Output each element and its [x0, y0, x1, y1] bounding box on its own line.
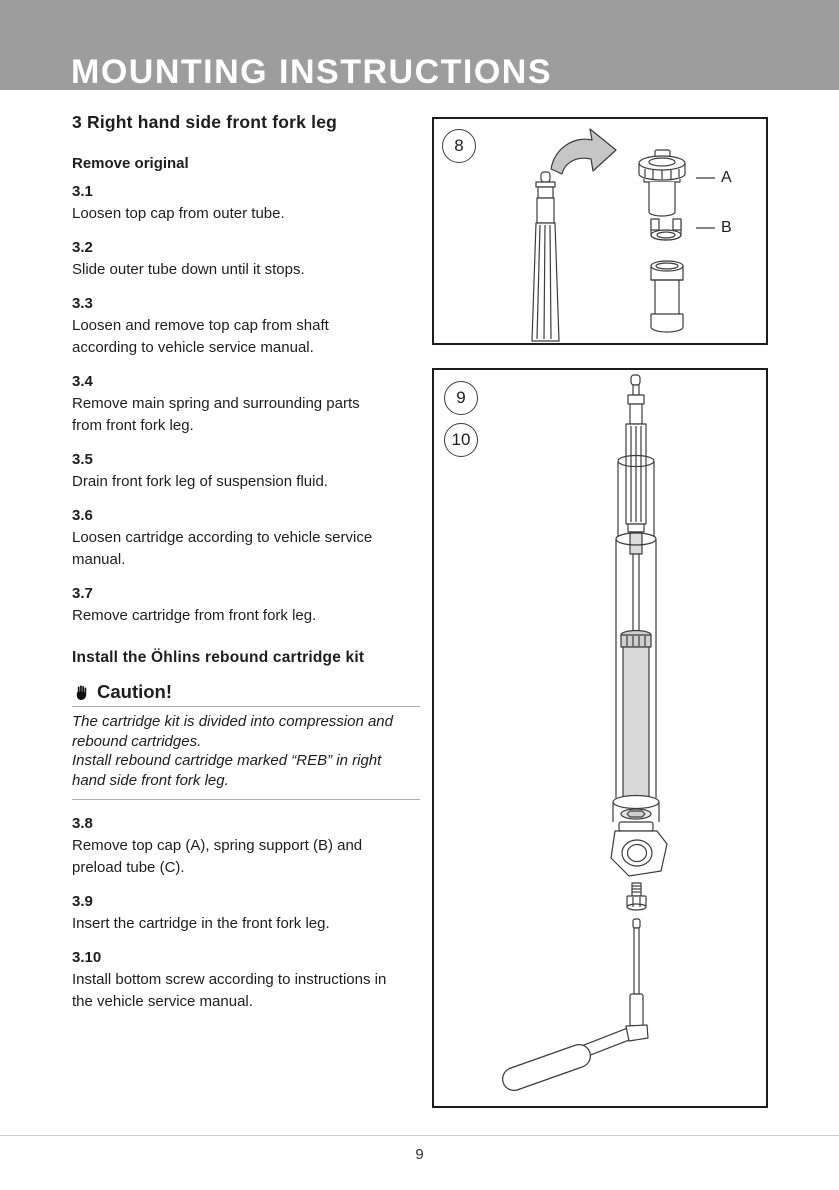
step-text: Remove top cap (A), spring support (B) and preload tube (C).	[72, 837, 363, 876]
install-heading: Install the Öhlins rebound cartridge kit	[72, 649, 365, 666]
page-number: 9	[415, 1146, 424, 1163]
step-number: 3.9	[72, 893, 93, 910]
figure-number-badge: 10	[444, 423, 478, 457]
step-text: Loosen and remove top cap from shaft according to vehicle service manual.	[72, 317, 329, 356]
step-3-1	[72, 181, 420, 225]
header-band	[0, 0, 839, 90]
remove-heading: Remove original	[72, 155, 189, 172]
step-number: 3.4	[72, 373, 93, 390]
step-3-5	[72, 449, 420, 493]
step-number: 3.6	[72, 507, 93, 524]
caution-title-text: Caution!	[97, 681, 173, 702]
step-text: Insert the cartridge in the front fork leg.	[72, 915, 330, 932]
step-3-6	[72, 505, 420, 571]
step-text: Loosen top cap from outer tube.	[72, 205, 285, 222]
step-3-3	[72, 293, 420, 359]
step-number: 3.2	[72, 239, 93, 256]
part-label-b: B	[721, 219, 732, 236]
step-number: 3.1	[72, 183, 93, 200]
page-title: MOUNTING INSTRUCTIONS	[71, 53, 553, 91]
fork-leg-exploded-illustration	[434, 370, 766, 1106]
footer-divider	[0, 1135, 839, 1136]
section-title: 3 Right hand side front fork leg	[72, 112, 338, 132]
part-label-a: A	[721, 169, 732, 186]
step-text: Loosen cartridge according to vehicle service manual.	[72, 529, 373, 568]
step-3-2	[72, 237, 420, 281]
figure-9-10-cartridge-install	[432, 368, 768, 1108]
caution-text: The cartridge kit is divided into compression and rebound cartridges. Install rebound cartridge marked “REB” in right hand side front fork leg.	[72, 706, 420, 800]
step-text: Drain front fork leg of suspension fluid.	[72, 473, 328, 490]
step-text: Slide outer tube down until it stops.	[72, 261, 305, 278]
step-3-4	[72, 371, 420, 437]
step-number: 3.10	[72, 949, 102, 966]
instruction-column	[72, 112, 420, 1025]
step-number: 3.3	[72, 295, 93, 312]
figure-number-badge: 9	[444, 381, 478, 415]
step-text: Install bottom screw according to instructions in the vehicle service manual.	[72, 971, 387, 1010]
caution-heading	[72, 681, 420, 703]
figure-number-badge: 8	[442, 129, 476, 163]
step-3-7	[72, 583, 420, 627]
step-text: Remove cartridge from front fork leg.	[72, 607, 317, 624]
step-text: Remove main spring and surrounding parts from front fork leg.	[72, 395, 360, 434]
step-number: 3.5	[72, 451, 93, 468]
step-3-9	[72, 891, 420, 935]
step-number: 3.7	[72, 585, 93, 602]
step-3-10	[72, 947, 420, 1013]
figure-8-top-cap-removal	[432, 117, 768, 345]
step-number: 3.8	[72, 815, 93, 832]
fork-shaft-and-parts-illustration	[434, 119, 766, 343]
step-3-8	[72, 813, 420, 879]
hand-caution-icon	[72, 684, 89, 701]
